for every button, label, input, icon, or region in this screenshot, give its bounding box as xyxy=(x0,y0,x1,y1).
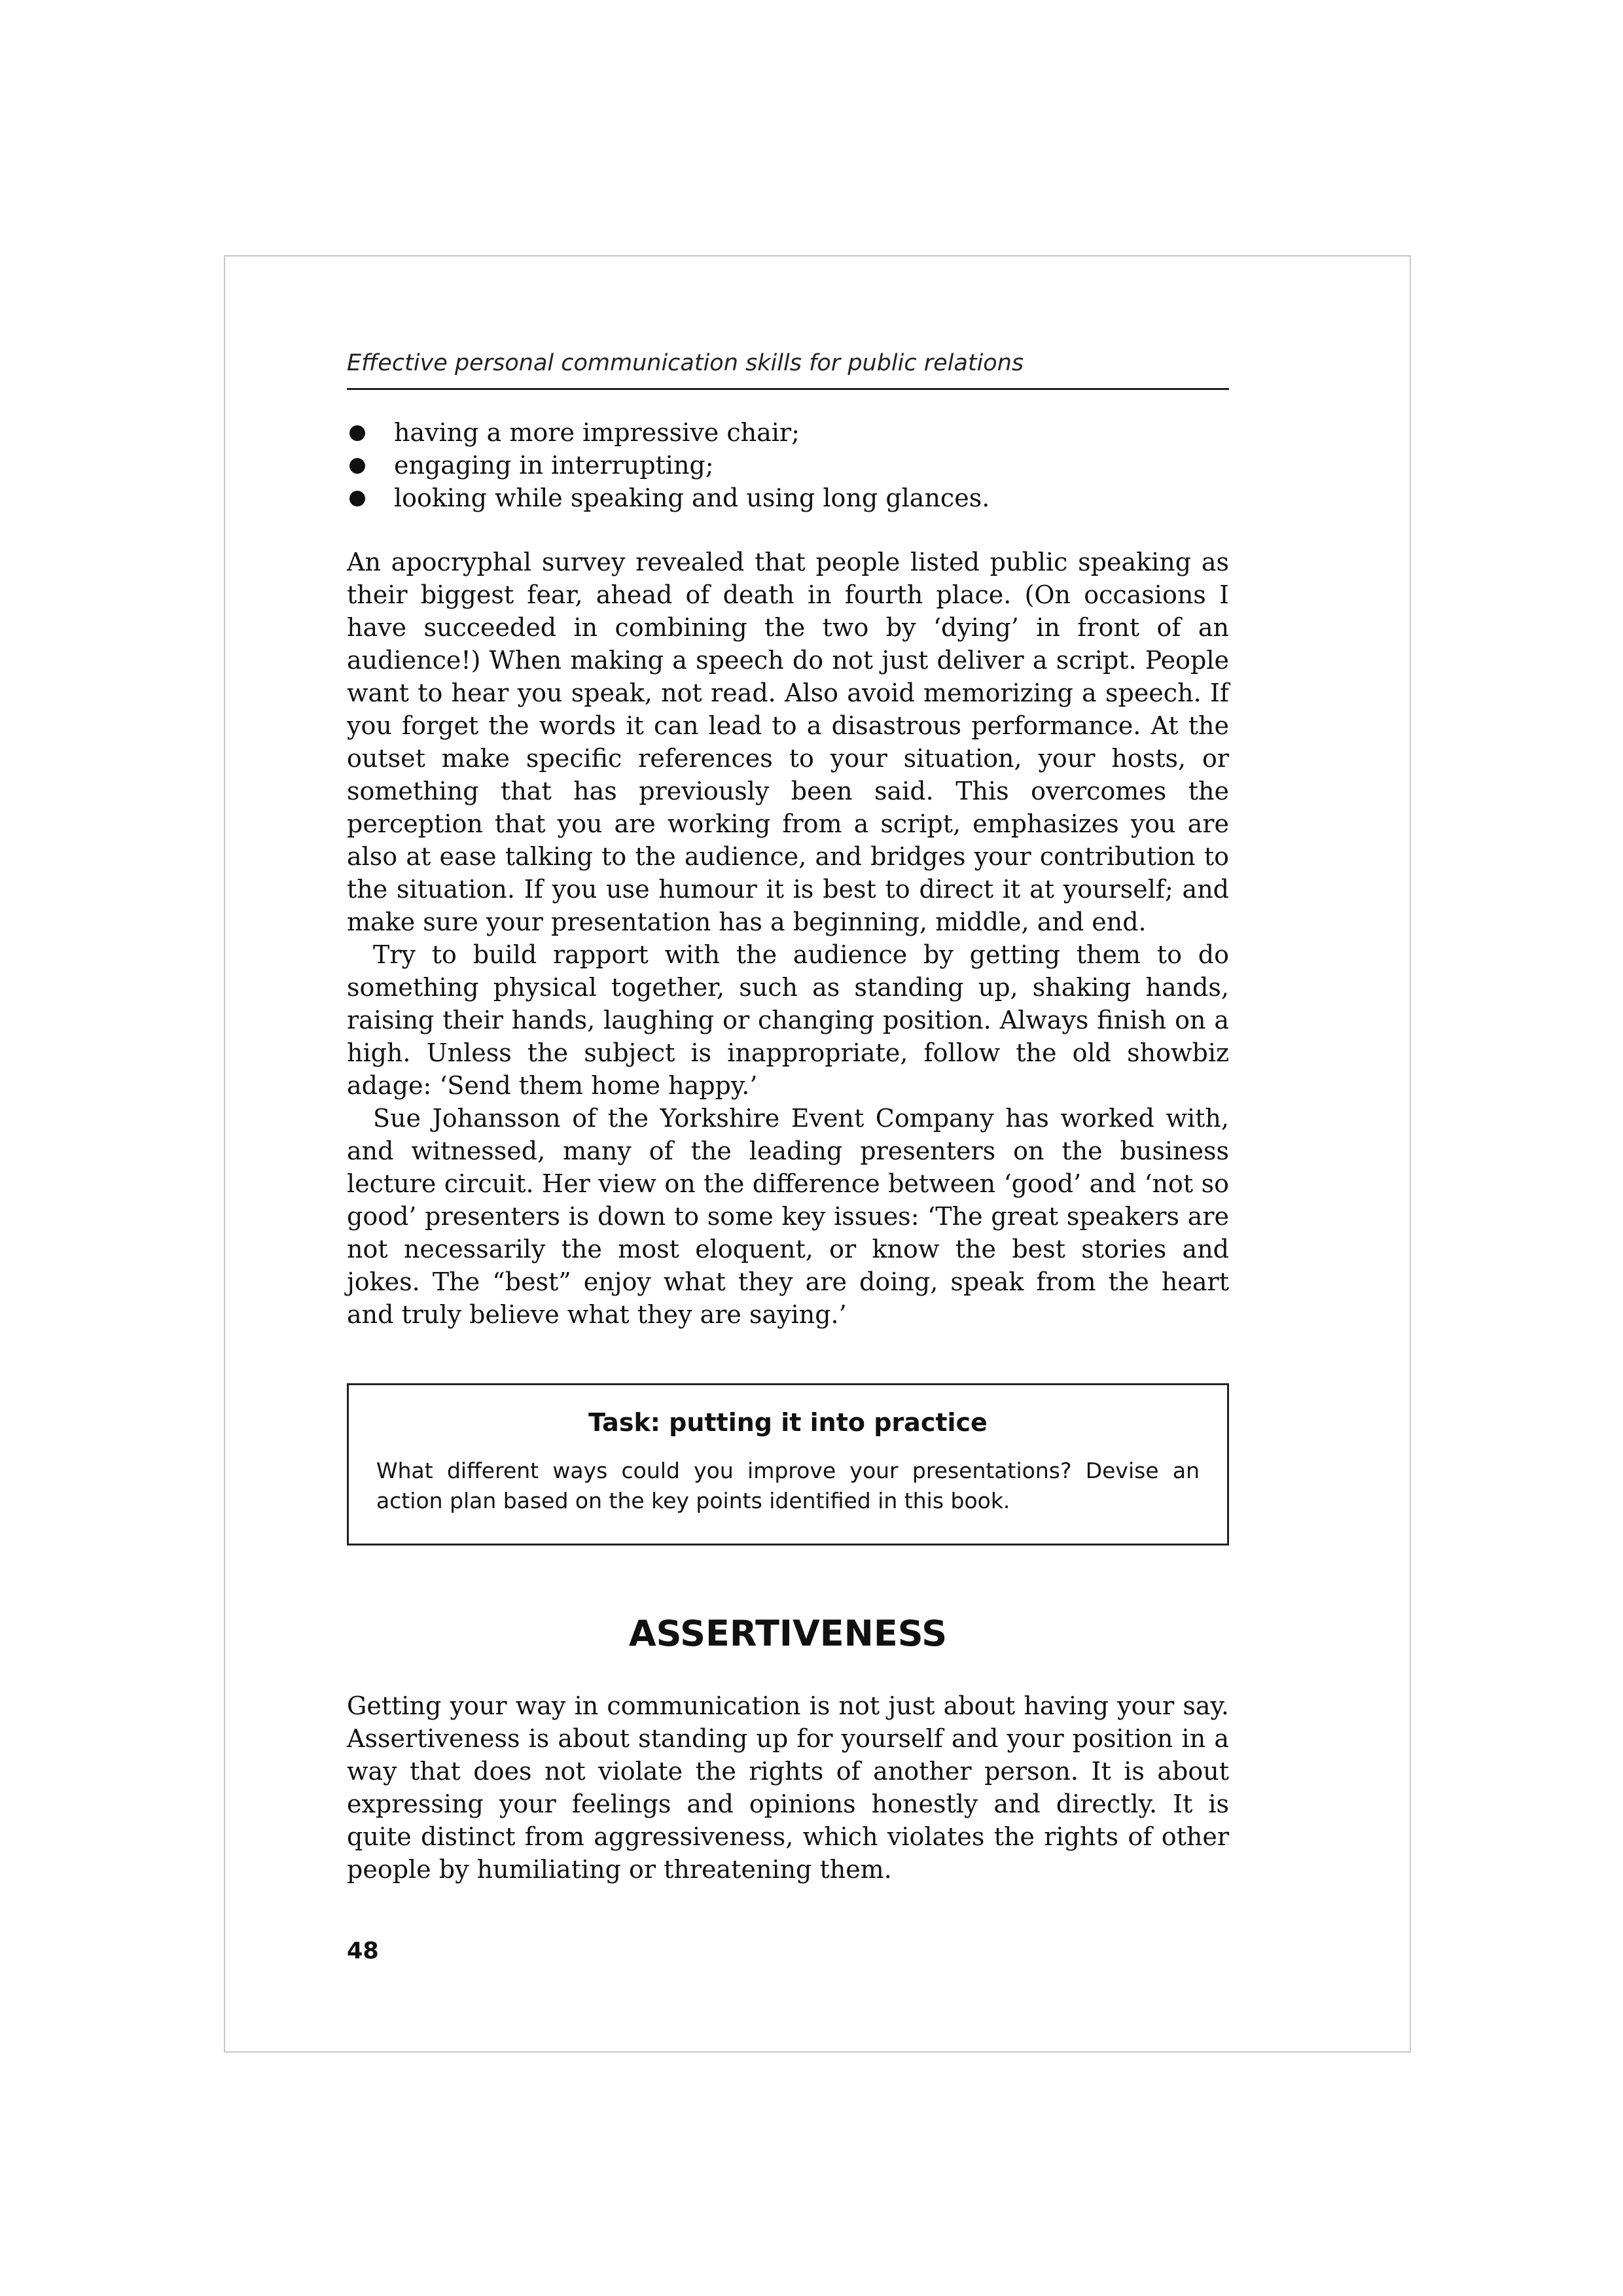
running-head: Effective personal communication skills for public relations xyxy=(347,347,1229,390)
bullet-icon xyxy=(349,491,365,506)
list-item-text: engaging in interrupting; xyxy=(394,451,714,480)
list-item xyxy=(347,449,1229,482)
list-item xyxy=(347,416,1229,449)
page-content xyxy=(347,347,1229,1886)
paragraph-johansson: Sue Johansson of the Yorkshire Event Company has worked with, and witnessed, many of the leading presenters on the business lecture circuit. Her view on the difference between ‘good’ and ‘not so good’ presenters is down to some key issues: ‘The great speakers are not necessarily the most eloquent, or know the best stories and jokes. The “best” enjoy what they are doing, speak from the heart and truly believe what they are saying.’ xyxy=(347,1104,1229,1329)
list-item-text: looking while speaking and using long glances. xyxy=(394,484,990,512)
paragraph-public-speaking: An apocryphal survey revealed that people listed public speaking as their biggest fear, ahead of death in fourth place. (On occasions I have succeeded in combining the two by ‘dying’ in front of an audience!) When making a speech do not just deliver a script. People want to hear you speak, not read. Also avoid memorizing a speech. If you forget the words it can lead to a disastrous performance. At the outset make specific references to your situation, your hosts, or something that has previously been said. This overcomes the perception that you are working from a script, emphasizes you are also at ease talking to the audience, and bridges your contribution to the situation. If you use humour it is best to direct it at yourself; and make sure your presentation has a beginning, middle, and end. xyxy=(347,548,1229,936)
list-item xyxy=(347,482,1229,514)
bullet-icon xyxy=(349,458,365,474)
paragraph-rapport: Try to build rapport with the audience by getting them to do something physical together, such as standing up, shaking hands, raising their hands, laughing or changing position. Always finish on a high. Unless the subject is inappropriate, follow the old showbiz adage: ‘Send them home happy.’ xyxy=(347,940,1229,1100)
task-text: What different ways could you improve your presentations? Devise an action plan based on the key points identified in this book. xyxy=(376,1458,1200,1513)
paragraph-assertiveness: Getting your way in communication is not just about having your say. Assertiveness is about standing up for yourself and your position in a way that does not violate the rights of another person. It is about expressing your feelings and opinions honestly and directly. It is quite distinct from aggressiveness, which violates the rights of other people by humiliating or threatening them. xyxy=(347,1691,1229,1884)
list-item-text: having a more impressive chair; xyxy=(394,418,800,447)
task-title: Task: putting it into practice xyxy=(588,1408,988,1437)
page-number: 48 xyxy=(347,1938,379,1964)
bullet-icon xyxy=(349,425,365,441)
task-box xyxy=(347,1383,1229,1545)
section-heading: ASSERTIVENESS xyxy=(628,1613,948,1654)
bullet-list xyxy=(347,416,1229,514)
